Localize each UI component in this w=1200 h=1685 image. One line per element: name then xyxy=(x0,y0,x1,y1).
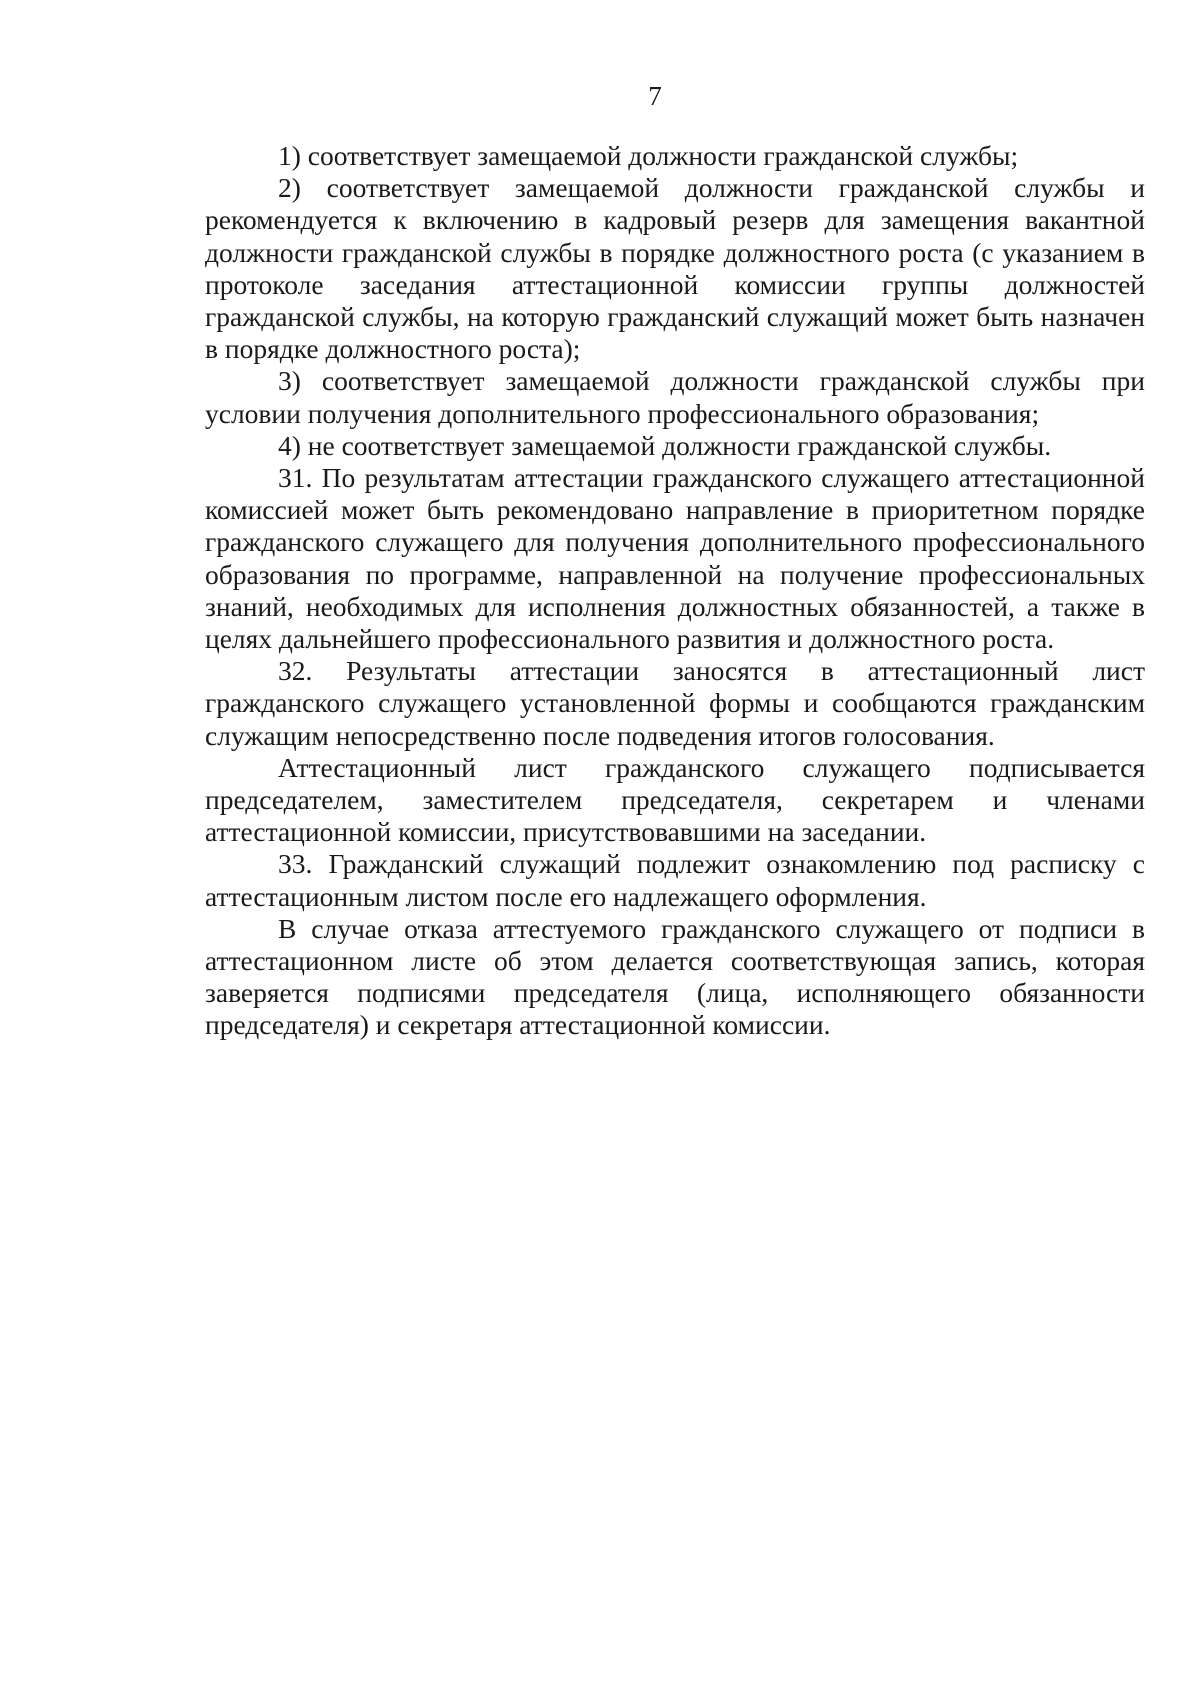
document-body xyxy=(205,140,1145,1042)
paragraph-item-2: 2) соответствует замещаемой должности гражданской службы и рекомендуется к включению в кадровый резерв для замещения вакантной должности гражданской службы в порядке должностного роста (с указанием в протоколе заседания аттестационной комиссии группы должностей гражданской службы, на которую гражданский служащий может быть назначен в порядке должностного роста); xyxy=(205,172,1145,365)
paragraph-33: 33. Гражданский служащий подлежит ознакомлению под расписку с аттестационным листом после его надлежащего оформления. xyxy=(205,848,1145,912)
paragraph-33-refusal: В случае отказа аттестуемого гражданского служащего от подписи в аттестационном листе об этом делается соответствующая запись, которая заверяется подписями председателя (лица, исполняющего обязанности председателя) и секретаря аттестационной комиссии. xyxy=(205,912,1145,1041)
paragraph-item-3: 3) соответствует замещаемой должности гражданской службы при условии получения дополнительного профессионального образования; xyxy=(205,365,1145,429)
paragraph-31: 31. По результатам аттестации гражданского служащего аттестационной комиссией может быть рекомендовано направление в приоритетном порядке гражданского служащего для получения дополнительного профессионального образования по программе, направленной на получение профессиональных знаний, необходимых для исполнения должностных обязанностей, а также в целях дальнейшего профессионального развития и должностного роста. xyxy=(205,462,1145,655)
page-number: 7 xyxy=(648,81,662,111)
paragraph-item-4: 4) не соответствует замещаемой должности гражданской службы. xyxy=(278,429,1052,461)
paragraph-item-1: 1) соответствует замещаемой должности гражданской службы; xyxy=(278,140,1019,171)
paragraph-32: 32. Результаты аттестации заносятся в аттестационный лист гражданского служащего установленной формы и сообщаются гражданским служащим непосредственно после подведения итогов голосования. xyxy=(205,655,1145,751)
paragraph-32-signatures: Аттестационный лист гражданского служащего подписывается председателем, заместителем председателя, секретарем и членами аттестационной комиссии, присутствовавшими на заседании. xyxy=(205,751,1145,848)
